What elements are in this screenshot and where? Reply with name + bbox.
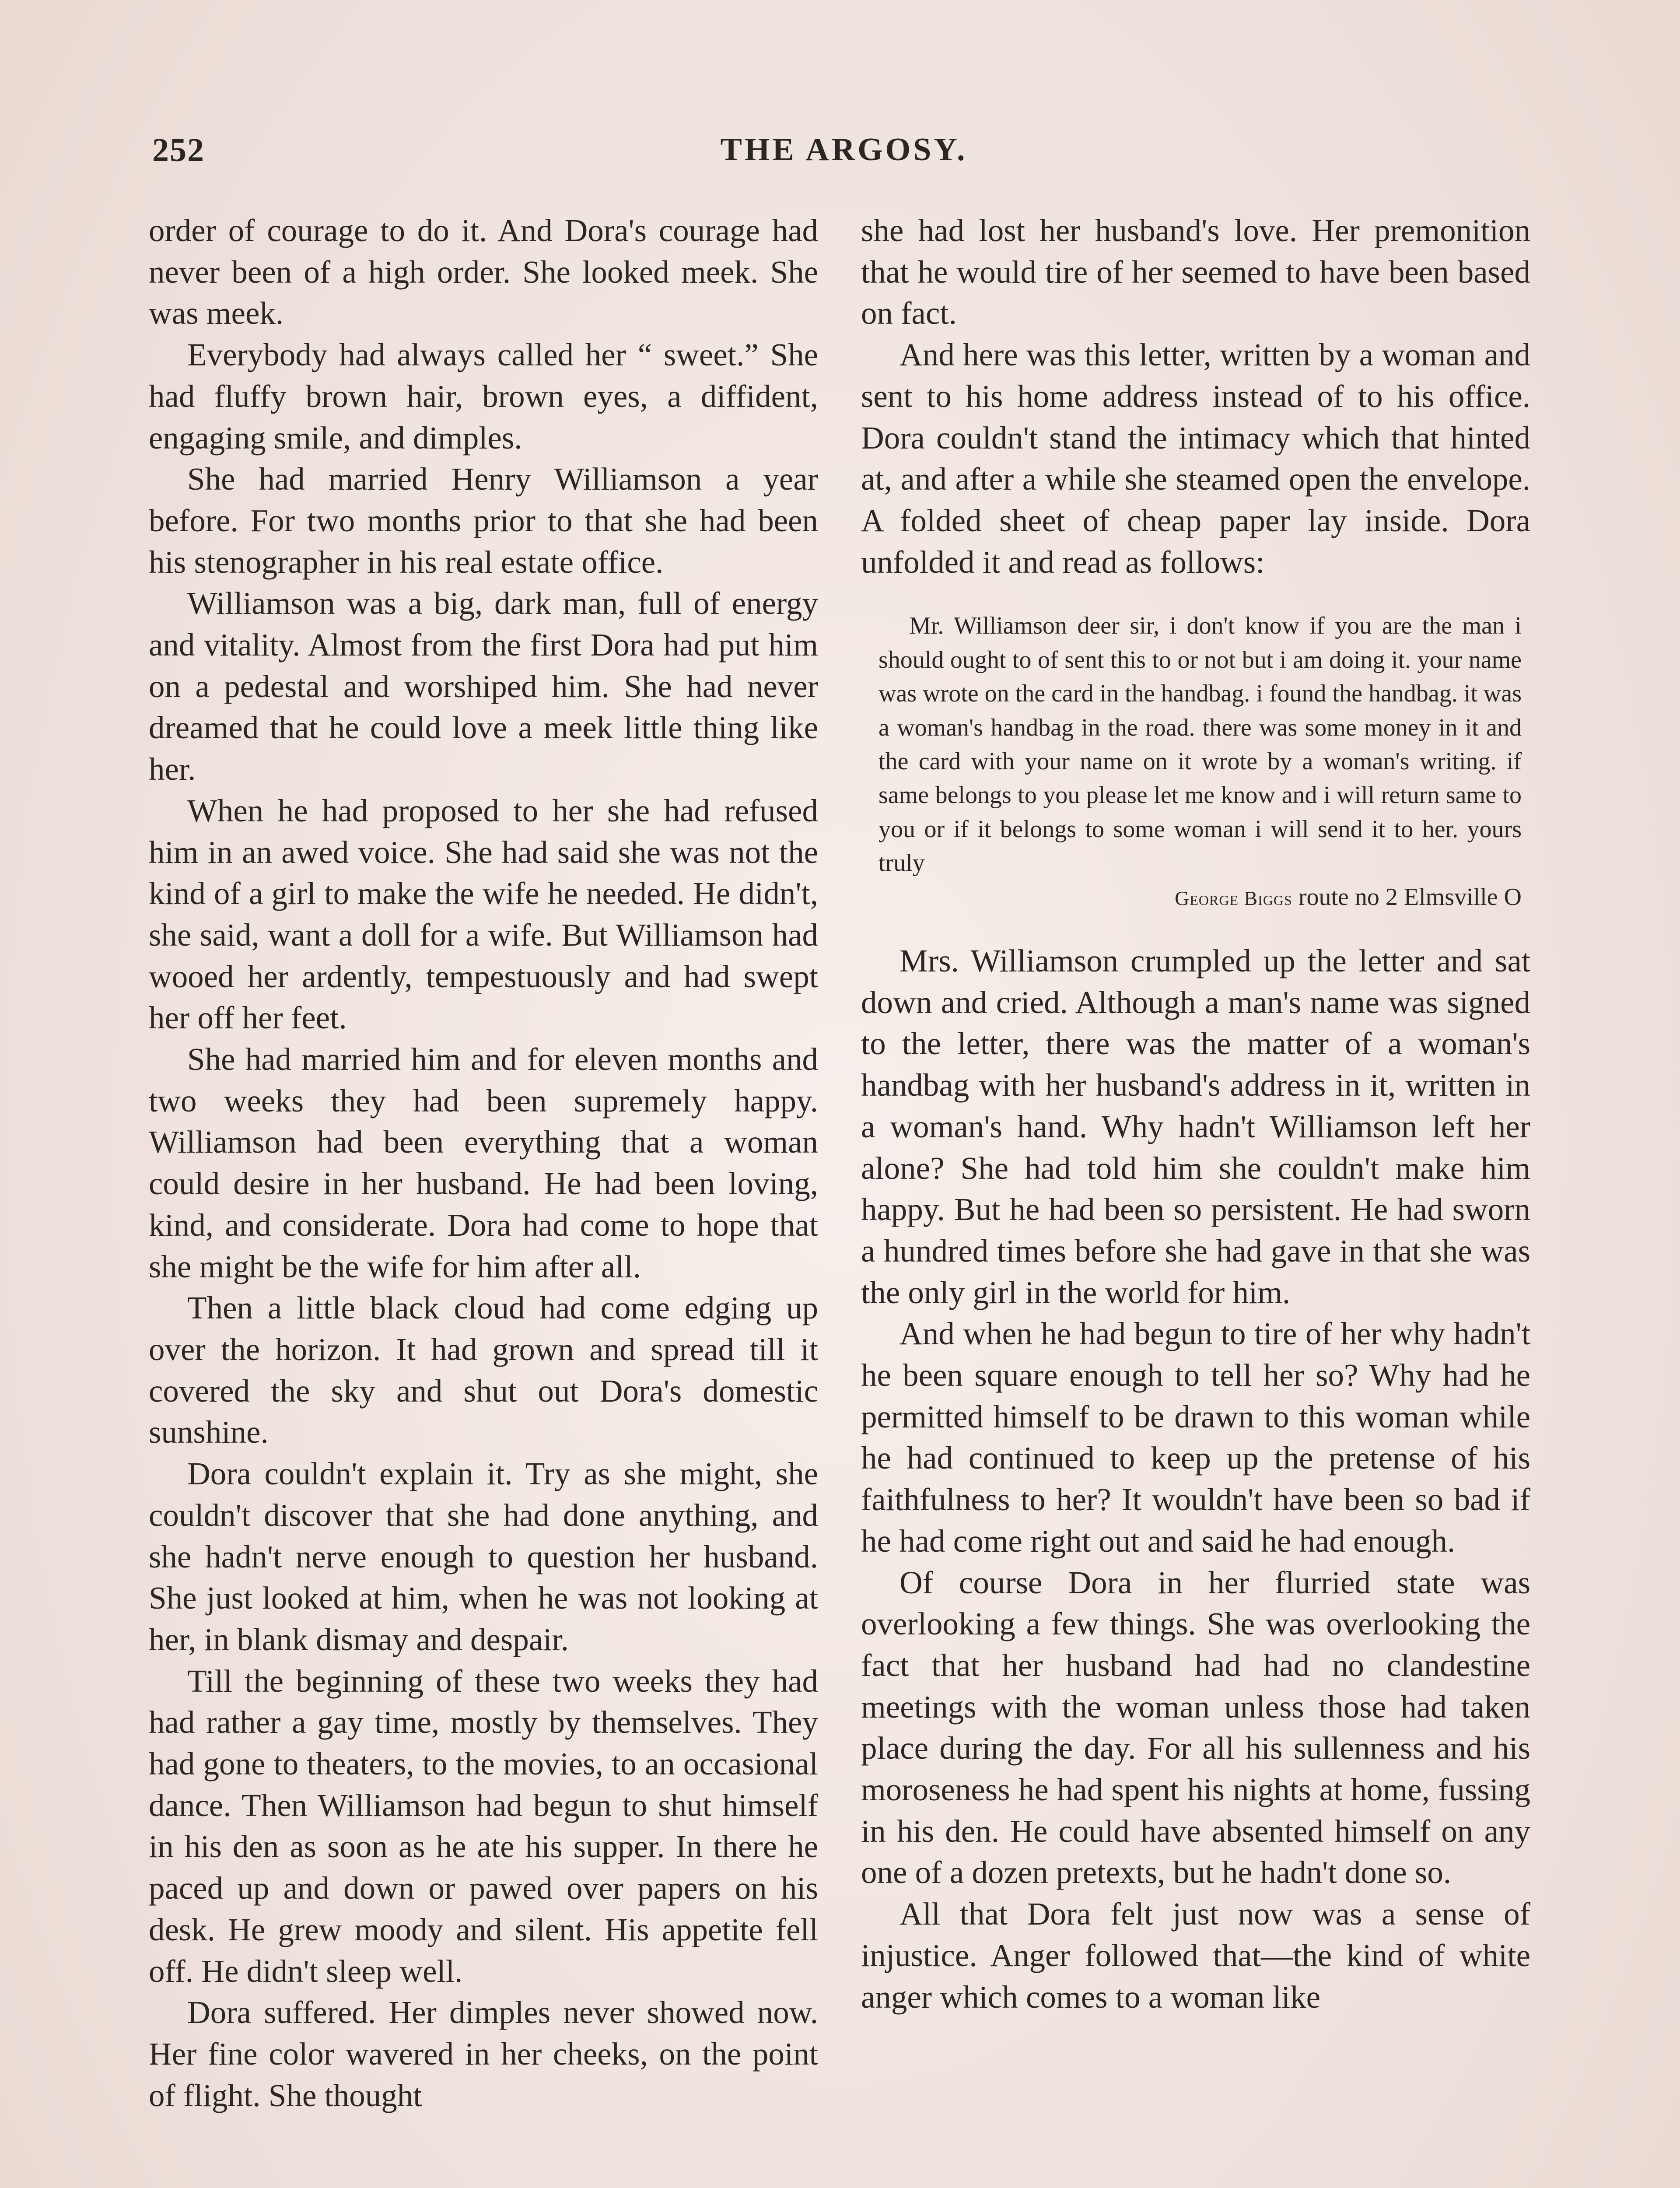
paragraph: When he had proposed to her she had refused him in an awed voice. She had said she was not the kind of a girl to make the wife he needed. He didn't, she said, want a doll for a wife. But Williamson had wooed her ardently, tempestuously and had swept her off her feet. <box>149 792 818 1036</box>
paragraph: Then a little black cloud had come edging up over the horizon. It had grown and spread till it covered the sky and shut out Dora's domestic sunshine. <box>149 1290 818 1450</box>
left-column <box>149 210 818 2116</box>
paragraph: She had married Henry Williamson a year before. For two months prior to that she had been his stenographer in his real estate office. <box>149 461 818 580</box>
page-header <box>152 131 1536 184</box>
paragraph: Mrs. Williamson crumpled up the letter and sat down and cried. Although a man's name was signed to the letter, there was the matter of a woman's handbag with her husband's address in it, written in a woman's hand. Why hadn't Williamson left her alone? She had told him she couldn't make him happy. But he had been so persistent. He had sworn a hundred times before she had gave in that she was the only girl in the world for him. <box>861 943 1530 1310</box>
paragraph: Of course Dora in her flurried state was overlooking a few things. She was overlooking the fact that her husband had had no clandestine meetings with the woman unless those had taken place during the day. For all his sullenness and his moroseness he had spent his nights at home, fussing in his den. He could have absented himself on any one of a dozen pretexts, but he hadn't done so. <box>861 1564 1530 1890</box>
paragraph: Till the beginning of these two weeks they had had rather a gay time, mostly by themselves. They had gone to theaters, to the movies, to an occasional dance. Then Williamson had begun to shut himself in his den as soon as he ate his supper. In there he paced up and down or pawed over papers on his desk. He grew moody and silent. His appetite fell off. He didn't sleep well. <box>149 1663 818 1989</box>
paragraph: she had lost her husband's love. Her premonition that he would tire of her seemed to have been based on fact. <box>861 213 1530 331</box>
signature-address: route no 2 Elmsville O <box>1292 883 1522 911</box>
right-column-continuation <box>861 940 1530 2018</box>
letter-signature <box>878 880 1522 915</box>
letter-body: Mr. Williamson deer sir, i don't know if you are the man i should ought to of sent this to or not but i am doing it. your name was wrote on the card in the handbag. i found the handbag. it was a woman's handbag in the road. there was some money in it and the card with your name on it wrote by a woman's writing. if same belongs to you please let me know and i will return same to you or if it belongs to some woman i will send it to her. yours truly <box>878 612 1522 877</box>
signature-name: George Biggs <box>1175 887 1292 909</box>
paragraph: Williamson was a big, dark man, full of energy and vitality. Almost from the first Dora had put him on a pedestal and worshiped him. She had never dreamed that he could love a meek little thing like her. <box>149 586 818 787</box>
paragraph: All that Dora felt just now was a sense of injustice. Anger followed that—the kind of white anger which comes to a woman like <box>861 1896 1530 2015</box>
paragraph: Everybody had always called her “ sweet.” She had fluffy brown hair, brown eyes, a diffident, engaging smile, and dimples. <box>149 337 818 456</box>
paragraph: And here was this letter, written by a woman and sent to his home address instead of to his office. Dora couldn't stand the intimacy which that hinted at, and after a while she steamed open the envelope. A folded sheet of cheap paper lay inside. Dora unfolded it and read as follows: <box>861 337 1530 580</box>
paragraph: And when he had begun to tire of her why hadn't he been square enough to tell her so? Why had he permitted himself to be drawn to this woman while he had continued to keep up the pretense of his faithfulness to her? It wouldn't have been so bad if he had come right out and said he had enough. <box>861 1316 1530 1559</box>
right-column-intro <box>861 210 1530 583</box>
paragraph: She had married him and for eleven months and two weeks they had been supremely happy. Williamson had been everything that a woman could desire in her husband. He had been loving, kind, and considerate. Dora had come to hope that she might be the wife for him after all. <box>149 1041 818 1284</box>
paragraph: order of courage to do it. And Dora's courage had never been of a high order. She looked meek. She was meek. <box>149 213 818 331</box>
page-number: 252 <box>152 132 205 168</box>
paragraph: Dora suffered. Her dimples never showed now. Her fine color wavered in her cheeks, on the point of flight. She thought <box>149 1995 818 2113</box>
quoted-letter <box>878 609 1522 915</box>
right-column <box>861 210 1530 2018</box>
paragraph: Dora couldn't explain it. Try as she might, she couldn't discover that she had done anything, and she hadn't nerve enough to question her husband. She just looked at him, when he was not looking at her, in blank dismay and despair. <box>149 1456 818 1657</box>
running-head: THE ARGOSY. <box>720 132 968 168</box>
